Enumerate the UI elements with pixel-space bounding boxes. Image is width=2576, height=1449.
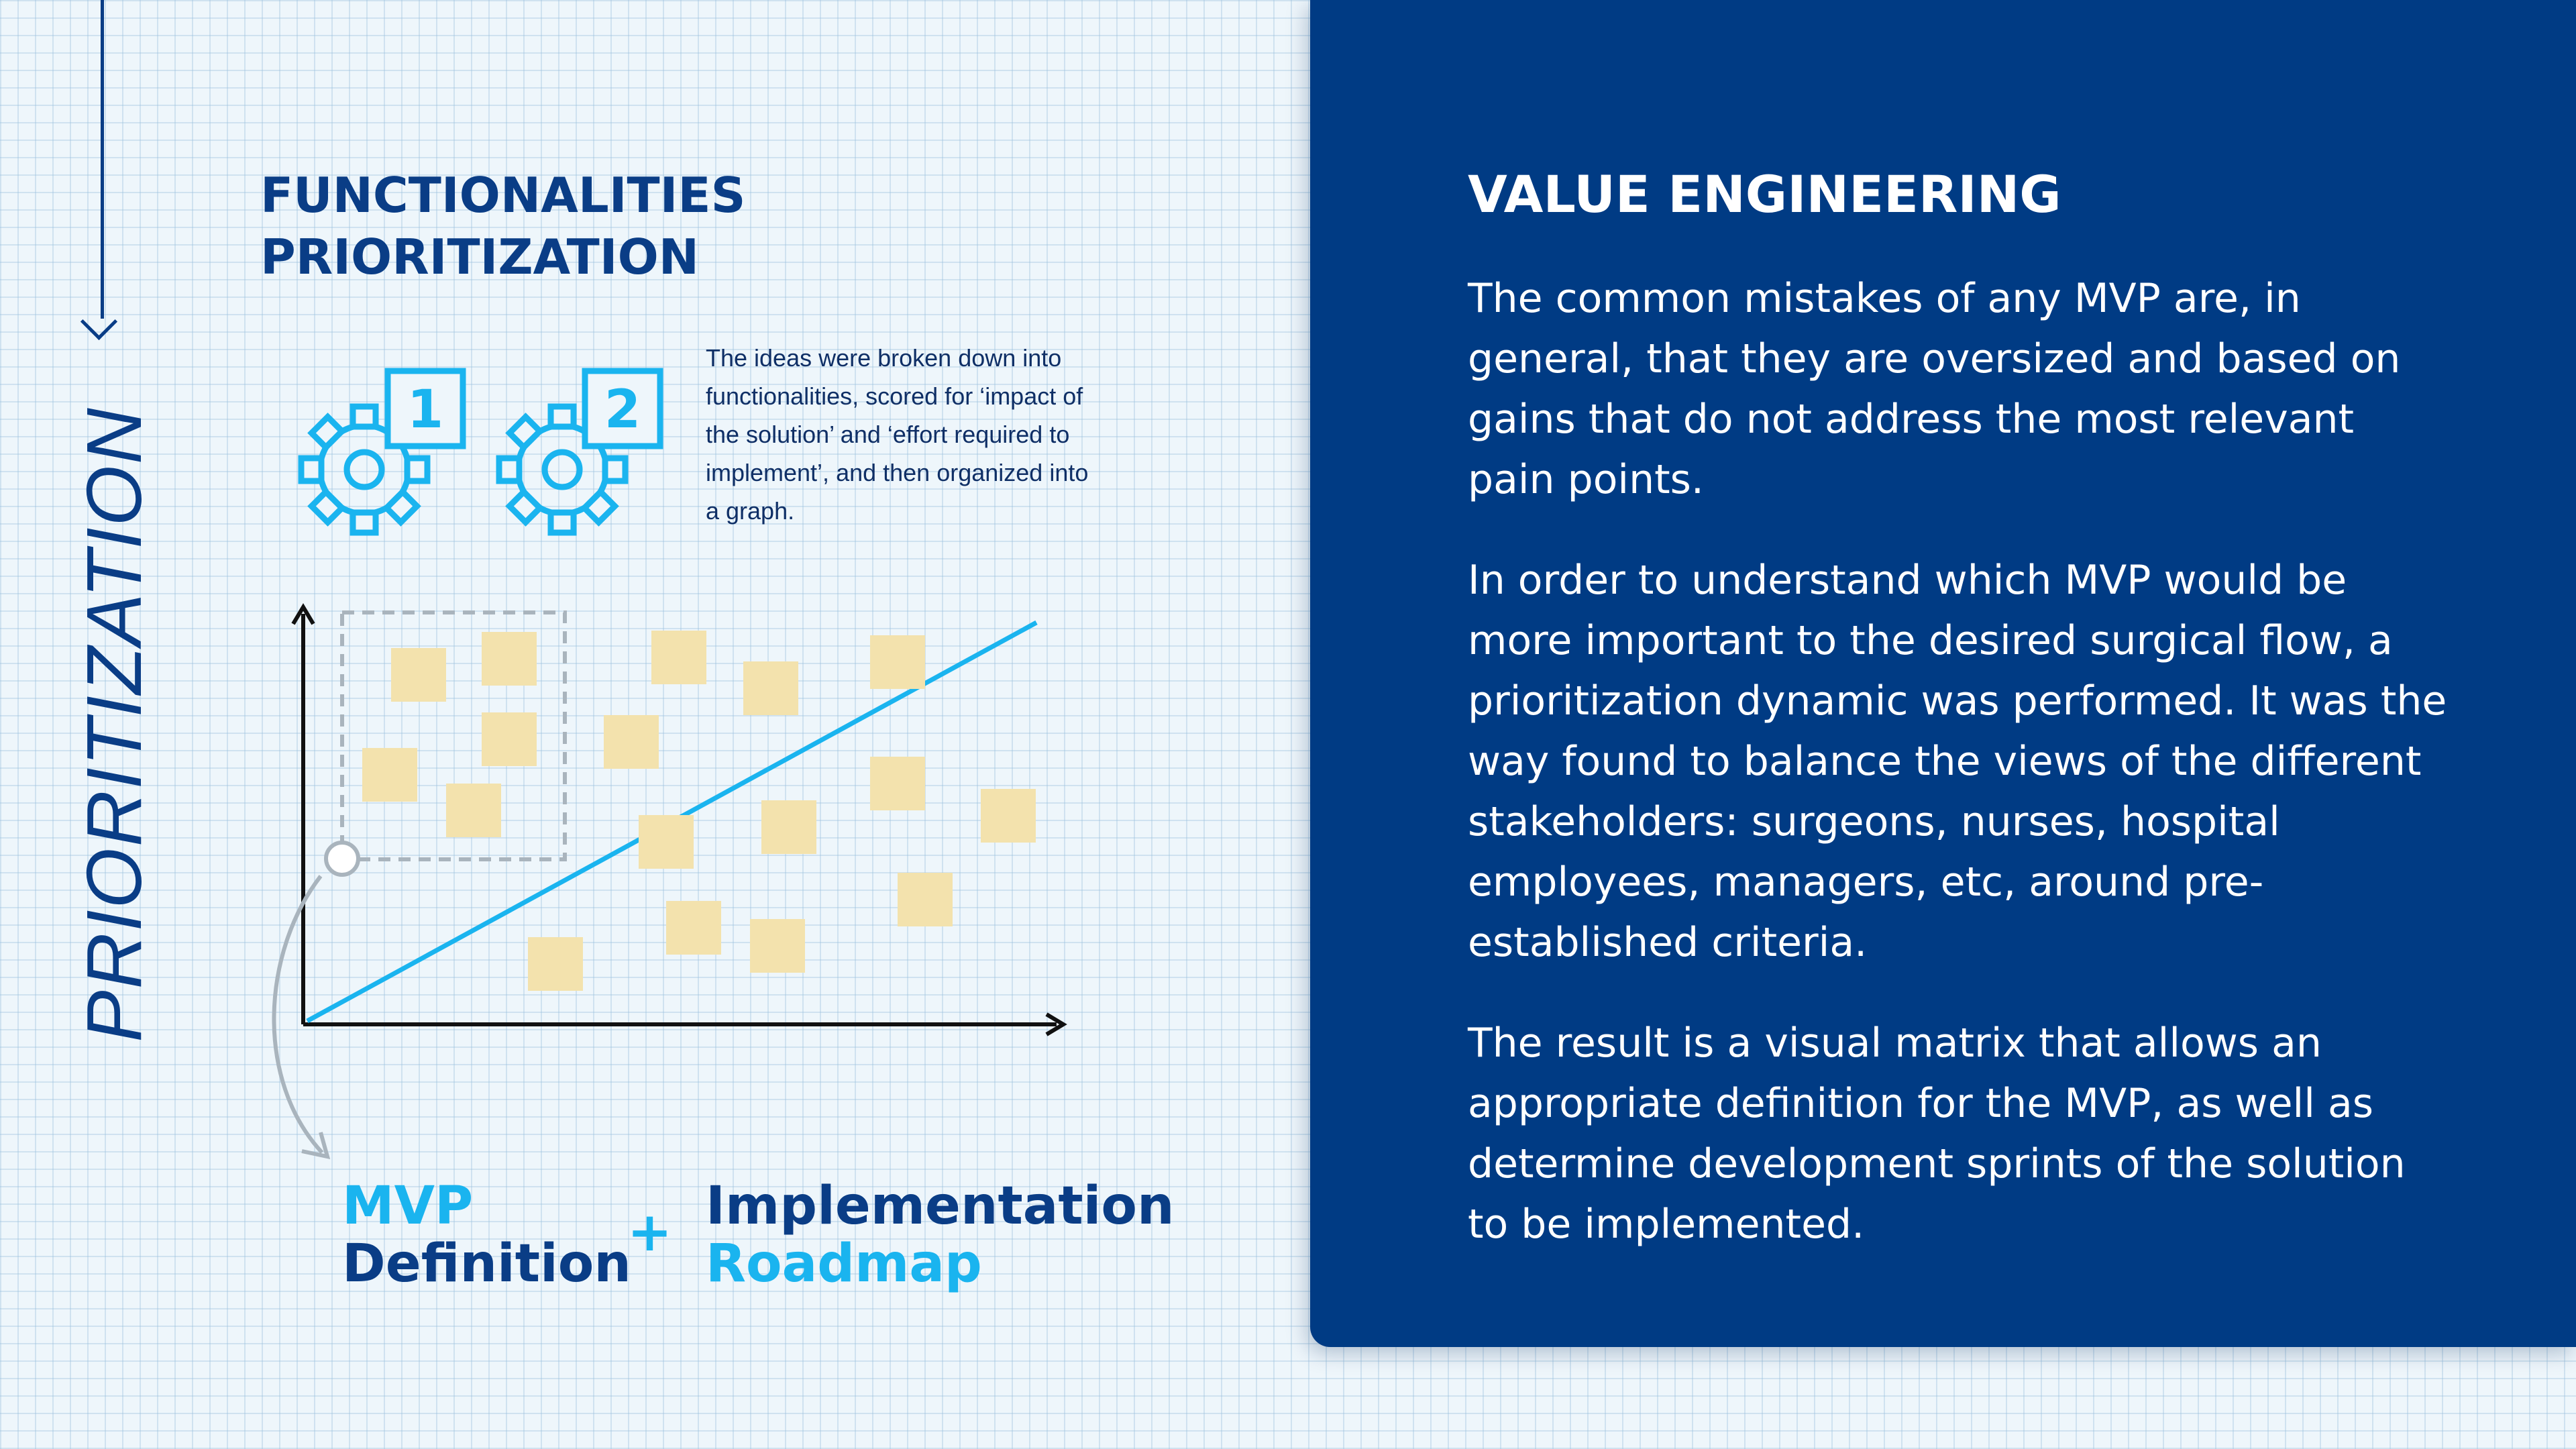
sticky-note: [870, 757, 925, 810]
side-label: PRIORITIZATION: [70, 407, 158, 1042]
sticky-note: [362, 748, 417, 802]
sticky-note: [750, 919, 805, 973]
sticky-note: [870, 635, 925, 689]
sticky-note: [666, 901, 721, 955]
sticky-note: [743, 661, 798, 715]
origin-marker: [326, 843, 358, 875]
sticky-note: [981, 789, 1036, 843]
step-1-number: 1: [407, 380, 444, 440]
value-engineering-panel: [1310, 0, 2576, 1347]
plus-sign: +: [627, 1201, 673, 1263]
mvp-label-line-2: Definition: [342, 1234, 631, 1294]
sticky-note: [446, 784, 501, 837]
description-text: The ideas were broken down into functionalities, scored for ‘impact of the solution’ and ‘effort required to implement’, and then organized into a graph.: [706, 344, 1089, 525]
sticky-note: [761, 800, 816, 854]
sticky-note: [651, 631, 706, 684]
sticky-note: [528, 937, 583, 991]
sticky-note: [604, 715, 659, 769]
implementation-roadmap-label: [706, 1177, 1175, 1293]
section-title: FUNCTIONALITIES PRIORITIZATION: [260, 167, 746, 285]
mvp-definition-label: [342, 1177, 631, 1293]
sticky-note: [482, 632, 537, 686]
paragraph-1: The common mistakes of any MVP are, in general, that they are oversized and based on gains that do not address the most relevant pain points.: [1468, 275, 2401, 503]
sticky-note: [391, 648, 446, 702]
sticky-note: [482, 712, 537, 766]
paragraph-2: In order to understand which MVP would be more important to the desired surgical flow, a prioritization dynamic was performed. It was the way found to balance the views of the different stakeholders: surgeons, nurses, hospital employees, managers, etc, around pre-established criteria.: [1468, 557, 2447, 966]
impl-label-line-1: Implementation: [706, 1176, 1175, 1236]
panel-title: VALUE ENGINEERING: [1468, 164, 2061, 224]
paragraph-3: The result is a visual matrix that allows an appropriate definition for the MVP, as well as determine development sprints of the solution to be implemented.: [1468, 1020, 2406, 1248]
sticky-note: [639, 815, 694, 869]
sticky-note: [898, 873, 953, 926]
step-2-number: 2: [604, 380, 641, 440]
mvp-label-line-1: MVP: [342, 1176, 474, 1236]
impl-label-line-2: Roadmap: [706, 1234, 982, 1294]
